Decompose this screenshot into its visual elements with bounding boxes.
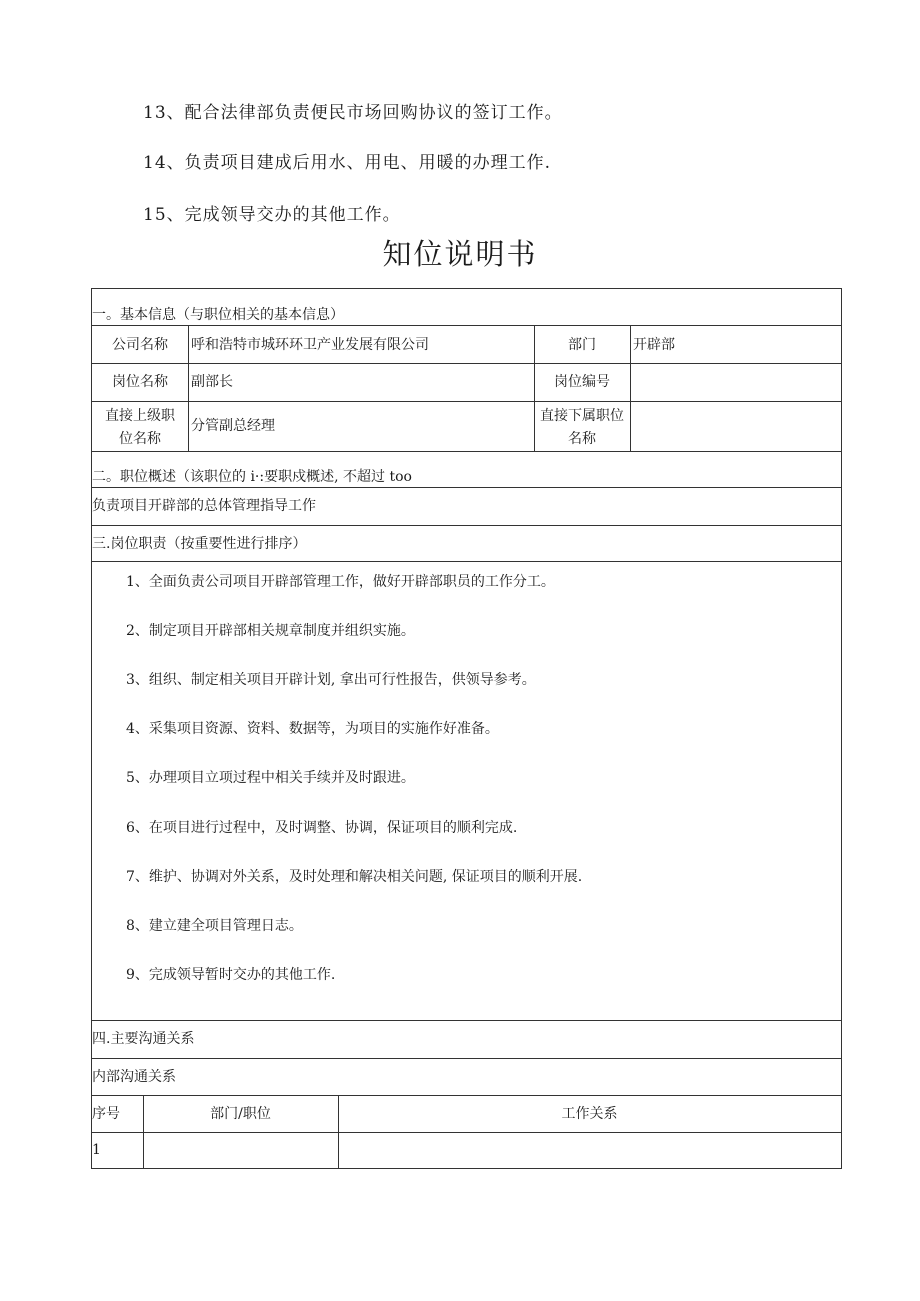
superior-label-line2: 位名称: [119, 431, 161, 447]
divider: [92, 1095, 841, 1096]
job-description-form: [91, 288, 842, 1169]
intro-item-13: 13、配合法律部负责便民市场回购协议的签订工作。: [143, 103, 563, 123]
section2-content: 负责项目开辟部的总体管理指导工作: [92, 498, 316, 514]
company-value: 呼和浩特市城环环卫产业发展有限公司: [191, 337, 429, 353]
section4-subheading: 内部沟通关系: [92, 1069, 176, 1085]
duty-item: 3、组织、制定相关项目开辟计划, 拿出可行性报告，供领导参考。: [126, 672, 536, 688]
duty-item: 8、建立建全项目管理日志。: [126, 918, 303, 934]
section3-heading: 三.岗位职责（按重要性进行排序）: [92, 536, 307, 552]
position-label: 岗位名称: [112, 374, 168, 390]
section2-heading: 二。职位概述（该职位的 i·:要职戍概述, 不超过 too: [92, 469, 412, 485]
divider: [92, 401, 841, 402]
column-header-index: 序号: [92, 1106, 120, 1122]
duty-item: 5、办理项目立项过程中相关手续并及时跟进。: [126, 770, 415, 786]
duty-item: 4、采集项目资源、资料、数据等，为项目的实施作好准备。: [126, 721, 499, 737]
column-header-relation: 工作关系: [561, 1106, 618, 1122]
divider: [92, 451, 841, 452]
divider: [630, 325, 631, 451]
duty-item: 6、在项目进行过程中，及时调整、协调，保证项目的顺利完成.: [126, 820, 518, 836]
subordinate-label-line2: 名称: [568, 431, 596, 447]
divider: [92, 1132, 841, 1133]
duty-item: 1、全面负责公司项目开辟部管理工作，做好开辟部职员的工作分工。: [126, 574, 555, 590]
document-title: 知位说明书: [382, 237, 538, 271]
position-value: 副部长: [191, 374, 233, 390]
duty-item: 9、完成领导暂时交办的其他工作.: [126, 967, 336, 983]
duty-item: 7、维护、协调对外关系，及时处理和解决相关问题, 保证项目的顺利开展.: [126, 869, 583, 885]
table-row-index: 1: [92, 1142, 101, 1158]
subordinate-label-line1: 直接下属职位: [540, 408, 624, 424]
intro-item-15: 15、完成领导交办的其他工作。: [143, 205, 401, 225]
superior-value: 分管副总经理: [191, 418, 275, 434]
column-header-dept: 部门/职位: [210, 1106, 271, 1122]
section4-heading: 四.主要沟通关系: [92, 1031, 195, 1047]
duty-item: 2、制定项目开辟部相关规章制度并组织实施。: [126, 623, 415, 639]
position-no-label: 岗位编号: [554, 374, 610, 390]
section1-heading: 一。基本信息（与职位相关的基本信息）: [92, 307, 344, 323]
divider: [92, 561, 841, 562]
intro-item-14: 14、负责项目建成后用水、用电、用暖的办理工作.: [143, 153, 552, 173]
divider: [92, 525, 841, 526]
divider: [92, 1020, 841, 1021]
divider: [92, 1058, 841, 1059]
company-label: 公司名称: [112, 337, 168, 353]
divider: [92, 363, 841, 364]
divider: [92, 487, 841, 488]
dept-value: 开辟部: [633, 337, 675, 353]
superior-label-line1: 直接上级职: [105, 408, 175, 424]
dept-label: 部门: [568, 337, 596, 353]
divider: [188, 325, 189, 451]
divider: [92, 325, 841, 326]
